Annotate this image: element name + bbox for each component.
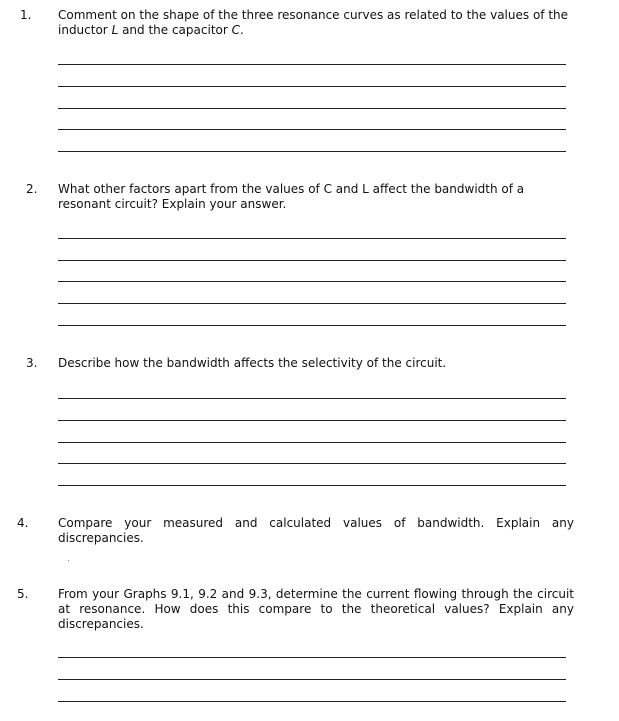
answer-line[interactable]: [58, 303, 566, 304]
question-number: 1.: [20, 8, 32, 22]
answer-line[interactable]: [58, 260, 566, 261]
question-number: 3.: [26, 356, 38, 370]
question-text: From your Graphs 9.1, 9.2 and 9.3, determine the current flowing through the circuit at resonance. How does this compare to the theoretical values? Explain any discrepancies.: [58, 587, 574, 631]
answer-line[interactable]: [58, 420, 566, 421]
answer-line[interactable]: [58, 64, 566, 65]
answer-line[interactable]: [58, 657, 566, 658]
answer-line[interactable]: [58, 86, 566, 87]
answer-line[interactable]: [58, 151, 566, 152]
answer-line[interactable]: [58, 129, 566, 130]
question-text: Comment on the shape of the three resonance curves as related to the values of the inductor L and the capacitor C.: [58, 8, 569, 37]
stray-mark: [68, 560, 69, 561]
answer-line[interactable]: [58, 463, 566, 464]
answer-line[interactable]: [58, 281, 566, 282]
answer-line[interactable]: [58, 325, 566, 326]
question-text: Describe how the bandwidth affects the selectivity of the circuit.: [58, 356, 447, 370]
answer-line[interactable]: [58, 485, 566, 486]
question-text: What other factors apart from the values of C and L affect the bandwidth of a resonant circuit? Explain your answer.: [58, 182, 525, 211]
answer-line[interactable]: [58, 238, 566, 239]
question-number: 4.: [17, 516, 29, 530]
answer-line[interactable]: [58, 398, 566, 399]
answer-line[interactable]: [58, 108, 566, 109]
answer-line[interactable]: [58, 442, 566, 443]
answer-line[interactable]: [58, 701, 566, 702]
question-number: 2.: [26, 182, 38, 196]
question-number: 5.: [17, 587, 29, 601]
question-text: Compare your measured and calculated values of bandwidth. Explain any discrepancies.: [58, 516, 574, 545]
answer-line[interactable]: [58, 679, 566, 680]
